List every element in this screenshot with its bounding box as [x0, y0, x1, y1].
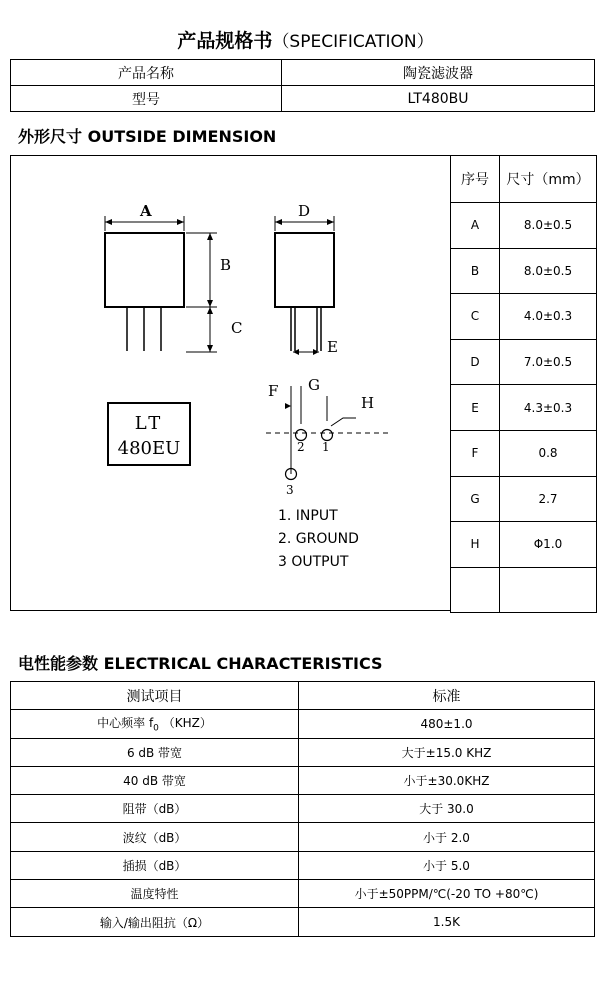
dim-b-arrow-top — [207, 233, 213, 240]
outside-heading-cn: 外形尺寸 — [18, 127, 83, 146]
dim-value: 0.8 — [500, 430, 597, 476]
model-value: LT480BU — [282, 86, 595, 112]
col-item: 测试项目 — [11, 682, 299, 710]
center-freq-sub: 0 — [153, 723, 159, 734]
dimension-drawing — [11, 156, 451, 612]
outside-dimension-heading — [18, 124, 276, 147]
outside-heading-en: OUTSIDE DIMENSION — [87, 127, 277, 146]
dim-row-a — [451, 203, 597, 249]
center-freq-label: 中心频率 f — [97, 716, 154, 731]
dim-id: A — [451, 203, 500, 249]
elec-row-center-freq — [11, 710, 595, 738]
dimension-table-header — [451, 156, 597, 203]
dim-d-arrow-right — [327, 219, 334, 225]
title-cn: 产品规格书 — [177, 30, 273, 52]
col-seq: 序号 — [451, 156, 500, 203]
label-c: C — [231, 319, 243, 337]
elec-row — [11, 766, 595, 794]
electrical-heading — [18, 651, 383, 674]
dim-id: D — [451, 339, 500, 385]
dim-row-h — [451, 522, 597, 568]
legend-input: 1. INPUT — [278, 508, 338, 524]
pin-1-label: 1 — [322, 440, 330, 454]
dim-id: C — [451, 294, 500, 340]
product-name-label: 产品名称 — [11, 60, 282, 86]
elec-row — [11, 823, 595, 851]
elec-item: 插损（dB） — [11, 851, 299, 879]
dim-value: 4.0±0.3 — [500, 294, 597, 340]
pin-1-circle — [322, 430, 333, 441]
elec-item: 温度特性 — [11, 880, 299, 908]
dim-value: 8.0±0.5 — [500, 248, 597, 294]
elec-row — [11, 908, 595, 936]
dim-b-arrow-bottom — [207, 300, 213, 307]
dim-value: Φ1.0 — [500, 522, 597, 568]
dim-a-arrow-right — [177, 219, 184, 225]
elec-std: 1.5K — [299, 908, 595, 936]
electrical-heading-cn: 电性能参数 — [18, 654, 99, 673]
model-label: 型号 — [11, 86, 282, 112]
dimension-drawing-box — [10, 155, 450, 611]
label-a: A — [140, 202, 152, 220]
dim-id: H — [451, 522, 500, 568]
model-row — [11, 86, 595, 112]
elec-item: 阻带（dB） — [11, 795, 299, 823]
elec-std: 小于 2.0 — [299, 823, 595, 851]
dim-id: E — [451, 385, 500, 431]
electrical-table-header — [11, 682, 595, 710]
dim-row-empty — [451, 567, 597, 613]
electrical-heading-en: ELECTRICAL CHARACTERISTICS — [103, 654, 383, 673]
dim-value: 4.3±0.3 — [500, 385, 597, 431]
elec-row — [11, 880, 595, 908]
marking-line1: LT — [134, 413, 164, 434]
elec-item: 波纹（dB） — [11, 823, 299, 851]
product-name-value: 陶瓷滤波器 — [282, 60, 595, 86]
elec-std: 小于 5.0 — [299, 851, 595, 879]
elec-std: 小于±50PPM/℃(-20 TO +80℃) — [299, 880, 595, 908]
dim-id-empty — [451, 567, 500, 613]
center-freq-item — [11, 710, 299, 738]
dim-id: B — [451, 248, 500, 294]
dim-row-e — [451, 385, 597, 431]
label-f: F — [268, 382, 279, 400]
dim-c-arrow-bottom — [207, 345, 213, 352]
dim-f-arrow — [285, 403, 291, 409]
center-freq-unit: （KHZ） — [162, 716, 212, 731]
elec-std: 小于±30.0KHZ — [299, 766, 595, 794]
col-standard: 标准 — [299, 682, 595, 710]
dim-value: 2.7 — [500, 476, 597, 522]
legend-output: 3 OUTPUT — [278, 554, 349, 570]
pin-2-label: 2 — [297, 440, 305, 454]
dim-value: 7.0±0.5 — [500, 339, 597, 385]
dim-row-f — [451, 430, 597, 476]
label-h: H — [361, 394, 375, 412]
dim-row-d — [451, 339, 597, 385]
elec-row — [11, 738, 595, 766]
elec-item: 40 dB 带宽 — [11, 766, 299, 794]
elec-item: 输入/输出阻抗（Ω） — [11, 908, 299, 936]
dim-id: F — [451, 430, 500, 476]
label-b: B — [220, 256, 232, 274]
dim-d-arrow-left — [275, 219, 282, 225]
electrical-table — [10, 681, 595, 937]
elec-row — [11, 851, 595, 879]
elec-std: 大于 30.0 — [299, 795, 595, 823]
page-title — [0, 26, 611, 53]
col-size: 尺寸（mm） — [500, 156, 597, 203]
label-g: G — [308, 376, 320, 394]
elec-row — [11, 795, 595, 823]
legend-ground: 2. GROUND — [278, 531, 359, 547]
dim-row-b — [451, 248, 597, 294]
dim-row-c — [451, 294, 597, 340]
dim-value: 8.0±0.5 — [500, 203, 597, 249]
elec-std: 大于±15.0 KHZ — [299, 738, 595, 766]
front-body — [105, 233, 184, 307]
marking-line2: 480EU — [117, 438, 181, 459]
dim-h-leader — [331, 418, 356, 426]
pin-2-circle — [296, 430, 307, 441]
side-body — [275, 233, 334, 307]
dim-e-arrow-left — [293, 349, 299, 355]
dim-row-g — [451, 476, 597, 522]
dim-a-arrow-left — [105, 219, 112, 225]
product-table — [10, 59, 595, 112]
dim-id: G — [451, 476, 500, 522]
label-e: E — [327, 338, 338, 356]
title-en: （SPECIFICATION） — [272, 32, 434, 52]
elec-item: 6 dB 带宽 — [11, 738, 299, 766]
pin-3-label: 3 — [286, 483, 294, 497]
dim-e-arrow-right — [313, 349, 319, 355]
dimension-table — [450, 155, 597, 613]
product-name-row — [11, 60, 595, 86]
dim-c-arrow-top — [207, 307, 213, 314]
dim-value-empty — [500, 567, 597, 613]
label-d: D — [298, 202, 311, 220]
center-freq-value: 480±1.0 — [299, 710, 595, 738]
